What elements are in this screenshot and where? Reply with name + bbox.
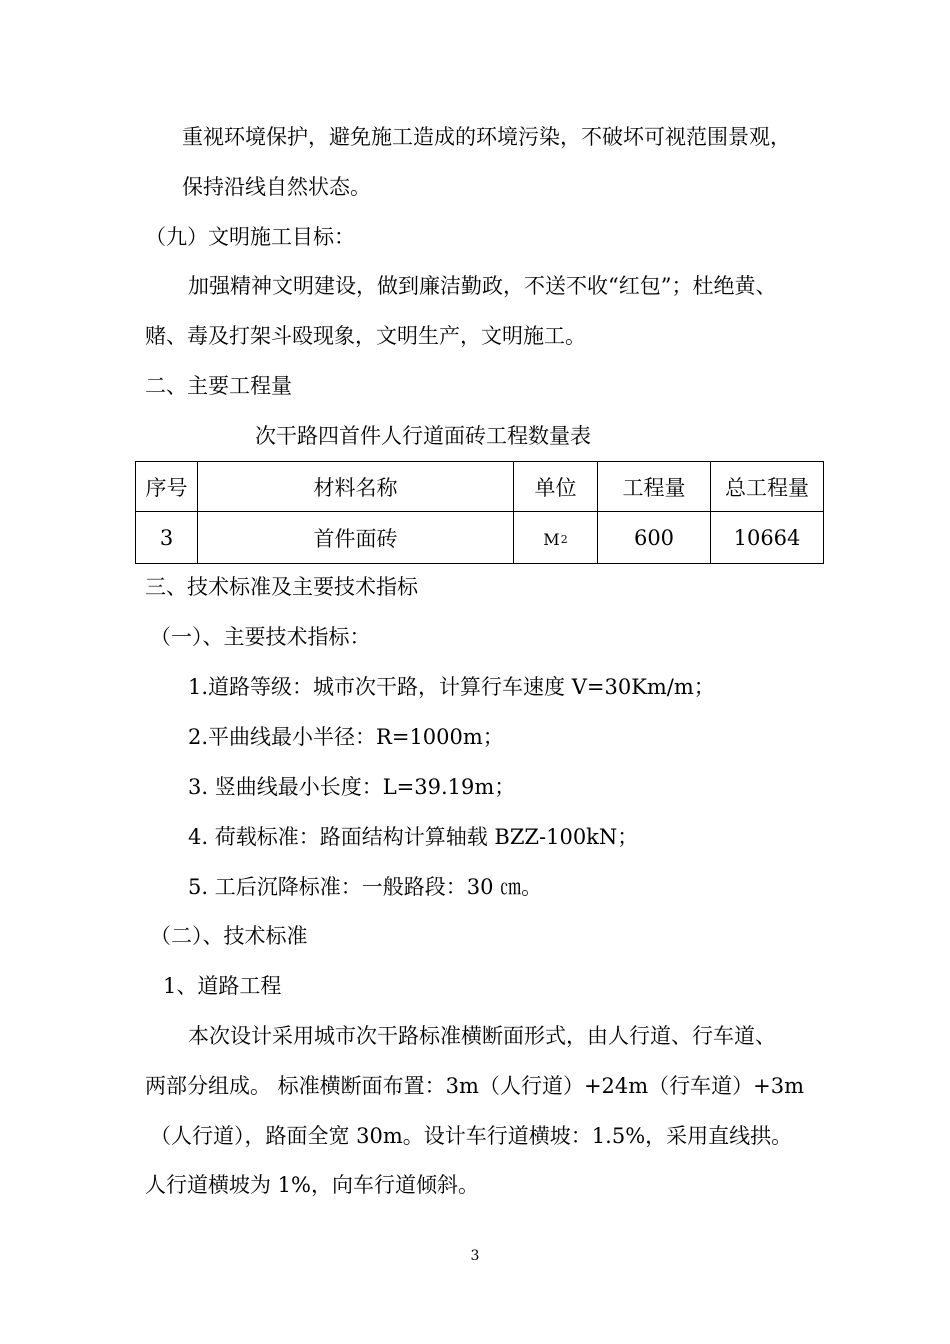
table-title: 次干路四首件人行道面砖工程数量表	[255, 424, 591, 448]
paragraph-line: 人行道横坡为 1%，向车行道倾斜。	[145, 1173, 479, 1197]
table-row	[136, 512, 824, 564]
subsection-heading: 1、道路工程	[163, 974, 282, 998]
section-heading: （九）文明施工目标：	[145, 225, 355, 249]
cell-no: 3	[136, 512, 198, 564]
cell-qty: 600	[598, 512, 711, 564]
paragraph-line: 本次设计采用城市次干路标准横断面形式，由人行道、行车道、	[188, 1024, 776, 1048]
paragraph-line: （人行道），路面全宽 30m。设计车行道横坡：1.5%，采用直线拱。	[150, 1124, 793, 1148]
column-header: 总工程量	[711, 462, 824, 512]
list-item: 4. 荷载标准：路面结构计算轴载 BZZ-100kN；	[188, 825, 639, 849]
list-item: 2.平曲线最小半径：R=1000m；	[188, 725, 504, 749]
unit-superscript: 2	[560, 532, 568, 546]
column-header: 工程量	[598, 462, 711, 512]
quantity-table	[135, 461, 824, 564]
list-item: 5. 工后沉降标准：一般路段：30 ㎝。	[188, 875, 543, 899]
paragraph-line: 保持沿线自然状态。	[182, 175, 371, 199]
column-header: 序号	[136, 462, 198, 512]
cell-name: 首件面砖	[198, 512, 514, 564]
subsection-heading: （二）、技术标准	[150, 924, 308, 948]
paragraph-line: 赌、毒及打架斗殴现象，文明生产，文明施工。	[145, 324, 586, 348]
section-heading: 三、技术标准及主要技术指标	[145, 575, 418, 599]
unit-text: M	[543, 529, 560, 549]
paragraph-line: 重视环境保护，避免施工造成的环境污染，不破坏可视范围景观，	[182, 125, 791, 149]
list-item: 1.道路等级：城市次干路，计算行车速度 V=30Km/m；	[188, 675, 715, 699]
subsection-heading: （一）、主要技术指标：	[150, 625, 371, 649]
list-item: 3. 竖曲线最小长度：L=39.19m；	[188, 775, 516, 799]
paragraph-line: 加强精神文明建设，做到廉洁勤政，不送不收“红包”；杜绝黄、	[188, 274, 777, 298]
table-header-row	[136, 462, 824, 512]
column-header: 材料名称	[198, 462, 514, 512]
page-number: 3	[470, 1248, 480, 1264]
cell-total: 10664	[711, 512, 824, 564]
cell-unit	[514, 512, 598, 564]
paragraph-line: 两部分组成。 标准横断面布置：3m（人行道）+24m（行车道）+3m	[145, 1074, 805, 1098]
section-heading: 二、主要工程量	[145, 374, 292, 398]
column-header: 单位	[514, 462, 598, 512]
